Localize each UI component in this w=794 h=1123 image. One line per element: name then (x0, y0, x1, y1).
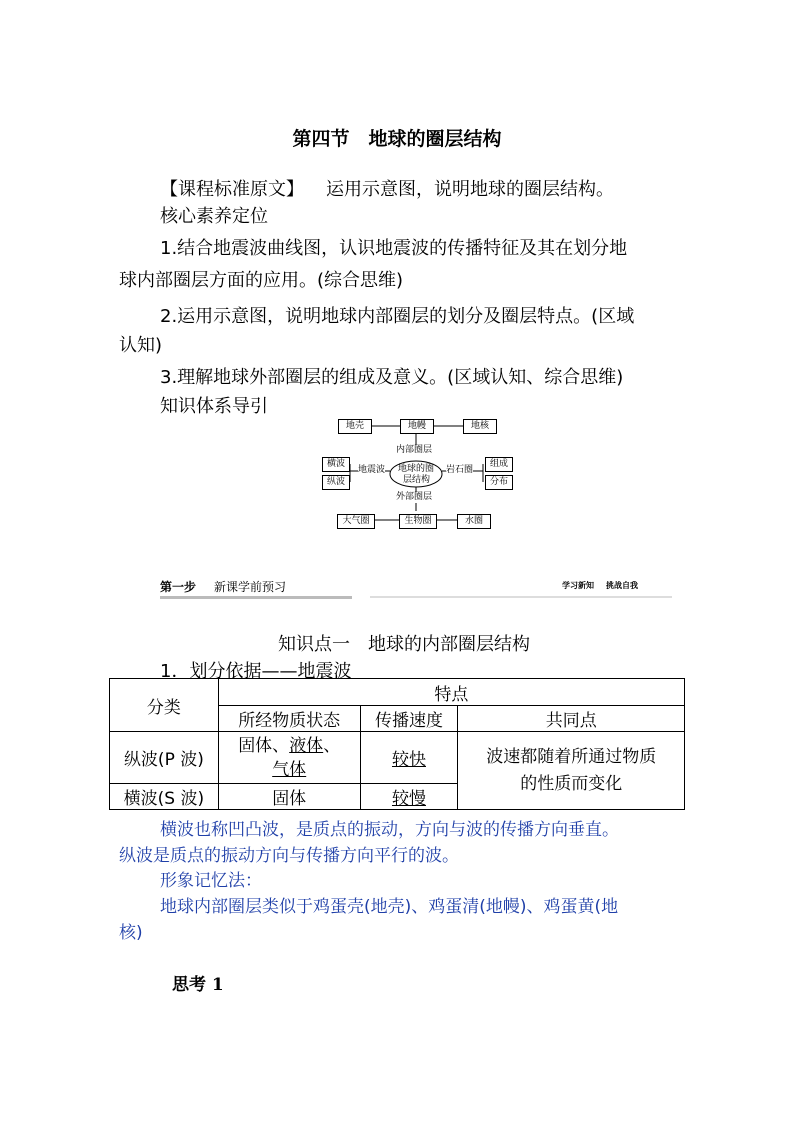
state-solid: 固体、 (238, 735, 290, 756)
diagram-outer-label: 外部圈层 (396, 492, 433, 502)
banner-step: 第一步 (160, 580, 197, 594)
diagram-box-composition: 组成 (485, 457, 513, 472)
common-feature (458, 732, 685, 810)
note-2: 形象记忆法： (160, 871, 262, 891)
row-s-wave-speed (360, 784, 458, 810)
note-3-line-2: 核) (119, 923, 143, 943)
banner-right (550, 580, 638, 591)
diagram-box-hydrosphere: 水圈 (457, 514, 491, 529)
header-feature: 特点 (218, 679, 684, 706)
common-line-1: 波速都随着所通过物质 (486, 746, 657, 767)
diagram-left-label: 地震波 (358, 465, 386, 475)
diagram-box-biosphere: 生物圈 (399, 514, 437, 529)
note-1-line-2: 纵波是质点的振动方向与传播方向平行的波。 (119, 846, 459, 866)
point-3-line-1: 3.理解地球外部圈层的组成及意义。(区域认知、综合思维) (160, 367, 624, 388)
diagram-right-label: 岩石圈 (446, 465, 474, 475)
curriculum-text: 运用示意图，说明地球的圈层结构。 (326, 179, 614, 200)
header-speed: 传播速度 (360, 706, 458, 732)
header-state: 所经物质状态 (218, 706, 360, 732)
diagram-center-line-1: 地球的圈 (398, 464, 435, 474)
diagram-inner-label: 内部圈层 (396, 445, 433, 455)
header-common: 共同点 (458, 706, 685, 732)
point-2-line-1: 2.运用示意图，说明地球内部圈层的划分及圈层特点。(区域 (160, 306, 635, 327)
diagram-center-line-2: 层结构 (403, 475, 431, 485)
diagram-box-distribution: 分布 (485, 475, 513, 490)
diagram-box-core: 地核 (463, 419, 497, 434)
common-line-2: 的性质而变化 (520, 773, 623, 794)
row-p-wave-speed (360, 732, 458, 784)
header-category: 分类 (110, 679, 219, 732)
table-row (110, 732, 685, 784)
point-1-line-2: 球内部圈层方面的应用。(综合思维) (119, 270, 404, 291)
state-gas: 气体 (272, 759, 307, 780)
state-separator: 、 (323, 735, 341, 756)
diagram-box-transverse: 横波 (322, 457, 350, 472)
page-title: 第四节 地球的圈层结构 (292, 128, 502, 150)
note-3-line-1: 地球内部圈层类似于鸡蛋壳(地壳)、鸡蛋清(地幔)、鸡蛋黄(地 (160, 897, 619, 917)
diagram-box-crust: 地壳 (338, 419, 372, 434)
row-p-wave-name: 纵波(P 波) (110, 732, 219, 784)
state-liquid: 液体 (289, 735, 324, 756)
think-heading: 思考 1 (172, 975, 224, 995)
row-s-wave-name: 横波(S 波) (110, 784, 219, 810)
banner-divider-left (160, 596, 352, 599)
subsection-title: 1．划分依据——地震波 (160, 661, 352, 682)
diagram-box-longitudinal: 纵波 (322, 475, 350, 490)
point-2-line-2: 认知) (119, 335, 163, 356)
point-1-line-1: 1.结合地震波曲线图，认识地震波的传播特征及其在划分地 (160, 238, 628, 259)
banner-right-1: 学习新知 (562, 581, 594, 590)
curriculum-standard (160, 175, 614, 201)
speed-slow: 较慢 (391, 789, 426, 809)
banner-divider-right (370, 596, 672, 598)
seismic-wave-table (109, 678, 685, 810)
knowledge-diagram (318, 416, 518, 534)
diagram-box-atmosphere: 大气圈 (337, 514, 375, 529)
banner-name: 新课学前预习 (214, 580, 287, 594)
note-1-line-1: 横波也称凹凸波，是质点的振动，方向与波的传播方向垂直。 (160, 820, 619, 840)
knowledge-system-heading: 知识体系导引 (160, 396, 268, 417)
row-s-wave-state: 固体 (218, 784, 360, 810)
diagram-box-mantle: 地幔 (400, 419, 434, 434)
core-literacy-heading: 核心素养定位 (160, 206, 268, 227)
row-p-wave-state (218, 732, 360, 784)
curriculum-label: 【课程标准原文】 (160, 179, 304, 200)
banner-right-2: 挑战自我 (606, 581, 638, 590)
knowledge-point-title: 知识点一 地球的内部圈层结构 (278, 634, 530, 655)
section-banner (160, 578, 286, 595)
speed-fast: 较快 (391, 750, 426, 770)
